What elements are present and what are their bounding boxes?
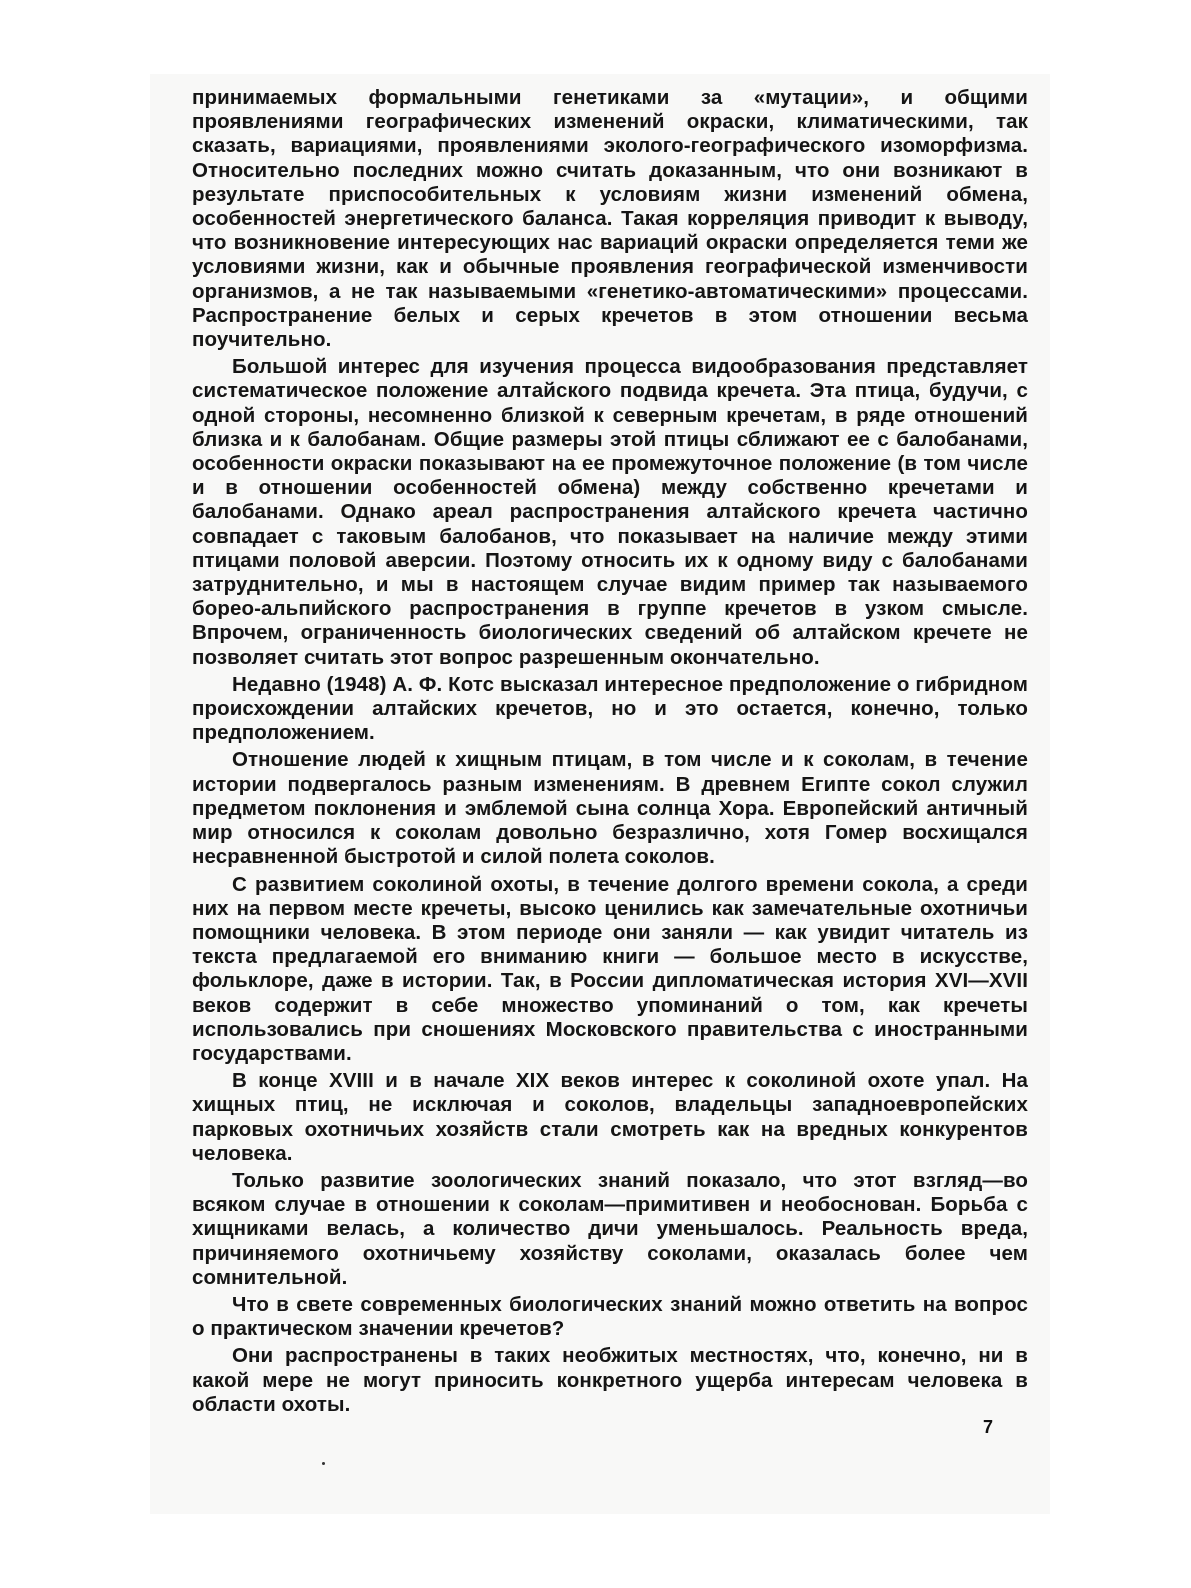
paragraph-2: Большой интерес для изучения процесса видообразования представляет систематическое положение алтайского подвида кречета. Эта птица, будучи, с одной стороны, несомненно близкой к северным кречетам, в ряде отношений близка и к балобанам. Общие размеры этой птицы сближают ее с балобанами, особенности окраски показывают на ее промежуточное положение (в том числе и в отношении особенностей обмена) между собственно кречетами и балобанами. Однако ареал распространения алтайского кречета частично совпадает с таковым балобанов, что показывает на наличие между этими птицами половой аверсии. Поэтому относить их к одному виду с балобанами затруднительно, и мы в настоящем случае видим пример так называемого борео-альпийского распространения в группе кречетов в узком смысле. Впрочем, ограниченность биологических сведений об алтайском кречете не позволяет считать этот вопрос разрешенным окончательно. bbox=[192, 355, 1028, 669]
paragraph-6: В конце XVIII и в начале XIX веков интерес к соколиной охоте упал. На хищных птиц, не исключая и соколов, владельцы западноевропейских парковых охотничьих хозяйств стали смотреть как на вредных конкурентов человека. bbox=[192, 1069, 1028, 1165]
scan-speck bbox=[322, 1462, 325, 1465]
paragraph-4: Отношение людей к хищным птицам, в том числе и к соколам, в течение истории подвергалось разным изменениям. В древнем Египте сокол служил предметом поклонения и эмблемой сына солнца Хора. Европейский античный мир относился к соколам довольно безразлично, хотя Гомер восхищался несравненной быстротой и силой полета соколов. bbox=[192, 748, 1028, 869]
paragraph-3: Недавно (1948) А. Ф. Котс высказал интересное предположение о гибридном происхождении алтайских кречетов, но и это остается, конечно, только предположением. bbox=[192, 672, 1028, 745]
paragraph-1: принимаемых формальными генетиками за «мутации», и общими проявлениями географических изменений окраски, климатическими, так сказать, вариациями, проявлениями эколого-географического изоморфизма. Относительно последних можно считать доказанным, что они возникают в результате приспособительных к условиям жизни изменений обмена, особенностей энергетического баланса. Такая корреляция приводит к выводу, что возникновение интересующих нас вариаций окраски определяется теми же условиями жизни, как и обычные проявления географической изменчивости организмов, а не так называемыми «генетико-автоматическими» процессами. Распространение белых и серых кречетов в этом отношении весьма поучительно. bbox=[192, 86, 1028, 352]
paragraph-7: Только развитие зоологических знаний показало, что этот взгляд—во всяком случае в отношении к соколам—примитивен и необоснован. Борьба с хищниками велась, а количество дичи уменьшалось. Реальность вреда, причиняемого охотничьему хозяйству соколами, оказалась более чем сомнительной. bbox=[192, 1168, 1028, 1289]
paragraph-9: Они распространены в таких необжитых местностях, что, конечно, ни в какой мере не могут приносить конкретного ущерба интересам человека в области охоты. bbox=[192, 1344, 1028, 1416]
body-text bbox=[192, 86, 1028, 1420]
paragraph-5: С развитием соколиной охоты, в течение долгого времени сокола, а среди них на первом месте кречеты, высоко ценились как замечательные охотничьи помощники человека. В этом периоде они заняли — как увидит читатель из текста предлагаемой его вниманию книги — большое место в искусстве, фольклоре, даже в истории. Так, в России дипломатическая история XVI—XVII веков содержит в себе множество упоминаний о том, как кречеты использовались при сношениях Московского правительства с иностранными государствами. bbox=[192, 872, 1028, 1065]
paragraph-8: Что в свете современных биологических знаний можно ответить на вопрос о практическом значении кречетов? bbox=[192, 1292, 1028, 1341]
page-number: 7 bbox=[983, 1417, 994, 1437]
